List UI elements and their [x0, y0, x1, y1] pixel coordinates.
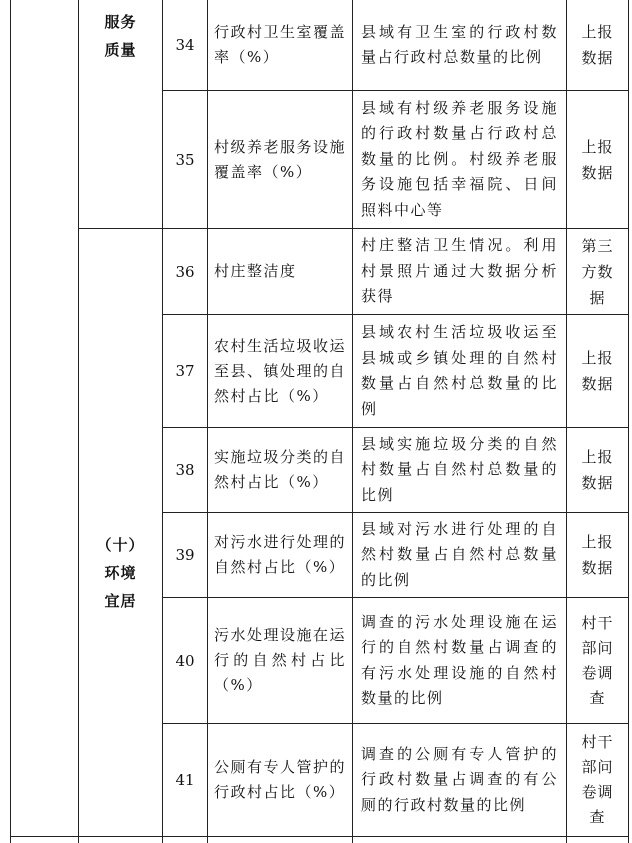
row-number: 38 — [175, 461, 195, 479]
source-text: 村干 部问 卷调 查 — [581, 733, 614, 826]
source-cell — [567, 229, 628, 314]
description-text: 县域农村生活垃圾收运至县城或乡镇处理的自然村数量占自然村总数量的比例 — [361, 323, 558, 418]
indicator-text: 实施垃圾分类的自然村占比（%） — [214, 448, 347, 491]
indicator-cell — [208, 229, 352, 314]
description-text: 县域对污水进行处理的自然村数量占自然村总数量的比例 — [361, 519, 558, 589]
indicator-cell — [208, 91, 352, 228]
description-cell — [353, 229, 566, 314]
source-cell — [567, 0, 628, 90]
indicator-text: 对污水进行处理的自然村占比（%） — [214, 533, 347, 576]
source-cell — [567, 513, 628, 597]
category-label: 服务 质量 — [104, 13, 137, 59]
row-number: 41 — [175, 771, 195, 789]
description-text: 县域有卫生室的行政村数量占行政村总数量的比例 — [361, 22, 558, 66]
source-text: 上报 数据 — [581, 533, 614, 577]
source-text: 上报 数据 — [581, 349, 614, 393]
indicator-cell — [208, 315, 352, 427]
source-text: 上报 数据 — [581, 448, 614, 492]
table-border-right — [628, 0, 629, 843]
row-number: 36 — [175, 262, 195, 281]
description-cell — [353, 0, 566, 90]
indicator-text: 行政村卫生室覆盖率（%） — [214, 23, 347, 66]
row-number-cell — [163, 724, 207, 836]
description-cell — [353, 598, 566, 723]
row-number-cell — [163, 315, 207, 427]
indicator-cell — [208, 598, 352, 723]
description-cell — [353, 513, 566, 597]
category-label: （十） 环境 宜居 — [96, 535, 145, 610]
description-cell — [353, 91, 566, 228]
source-cell — [567, 315, 628, 427]
indicator-text: 村级养老服务设施覆盖率（%） — [214, 137, 347, 181]
row-number-cell — [163, 229, 207, 314]
indicator-cell — [208, 513, 352, 597]
row-number-cell — [163, 428, 207, 512]
indicator-cell — [208, 724, 352, 836]
source-text: 村干 部问 卷调 查 — [581, 613, 614, 707]
row-number-cell — [163, 598, 207, 723]
row-number: 39 — [175, 546, 195, 564]
description-cell — [353, 724, 566, 836]
source-cell — [567, 598, 628, 723]
source-text: 上报 数据 — [581, 137, 614, 182]
indicator-text: 村庄整洁度 — [214, 262, 297, 280]
description-cell — [353, 428, 566, 512]
indicator-text: 污水处理设施在运行的自然村占比（%） — [214, 626, 347, 694]
description-text: 调查的公厕有专人管护的行政村数量占调查的有公厕的行政村数量的比例 — [361, 744, 558, 814]
source-cell — [567, 428, 628, 512]
description-text: 县域有村级养老服务设施的行政村数量占行政村总数量的比例。村级养老服务设施包括幸福院、日间照料中心等 — [361, 98, 558, 219]
row-number-cell — [163, 513, 207, 597]
description-text: 村庄整洁卫生情况。利用村景照片通过大数据分析获得 — [361, 236, 558, 306]
description-text: 县域实施垃圾分类的自然村数量占自然村总数量的比例 — [361, 434, 558, 504]
source-cell — [567, 91, 628, 228]
description-cell — [353, 315, 566, 427]
category-cell — [79, 229, 162, 836]
category-cell — [79, 0, 162, 90]
source-text: 上报 数据 — [581, 23, 614, 67]
indicator-cell — [208, 0, 352, 90]
row-number: 40 — [175, 651, 195, 670]
source-cell — [567, 724, 628, 836]
indicator-text: 农村生活垃圾收运至县、镇处理的自然村占比（%） — [214, 336, 347, 405]
table-border-left — [10, 0, 11, 843]
source-text: 第三 方数 据 — [581, 236, 614, 307]
row-number: 34 — [175, 36, 195, 54]
row-number-cell — [163, 91, 207, 228]
description-text: 调查的污水处理设施在运行的自然村数量占调查的有污水处理设施的自然村数量的比例 — [361, 612, 558, 707]
indicator-cell — [208, 428, 352, 512]
row-number-cell — [163, 0, 207, 90]
row-number: 37 — [175, 362, 195, 380]
table-border-bottom — [10, 836, 629, 837]
row-number: 35 — [175, 150, 195, 169]
indicator-text: 公厕有专人管护的行政村占比（%） — [214, 758, 347, 801]
